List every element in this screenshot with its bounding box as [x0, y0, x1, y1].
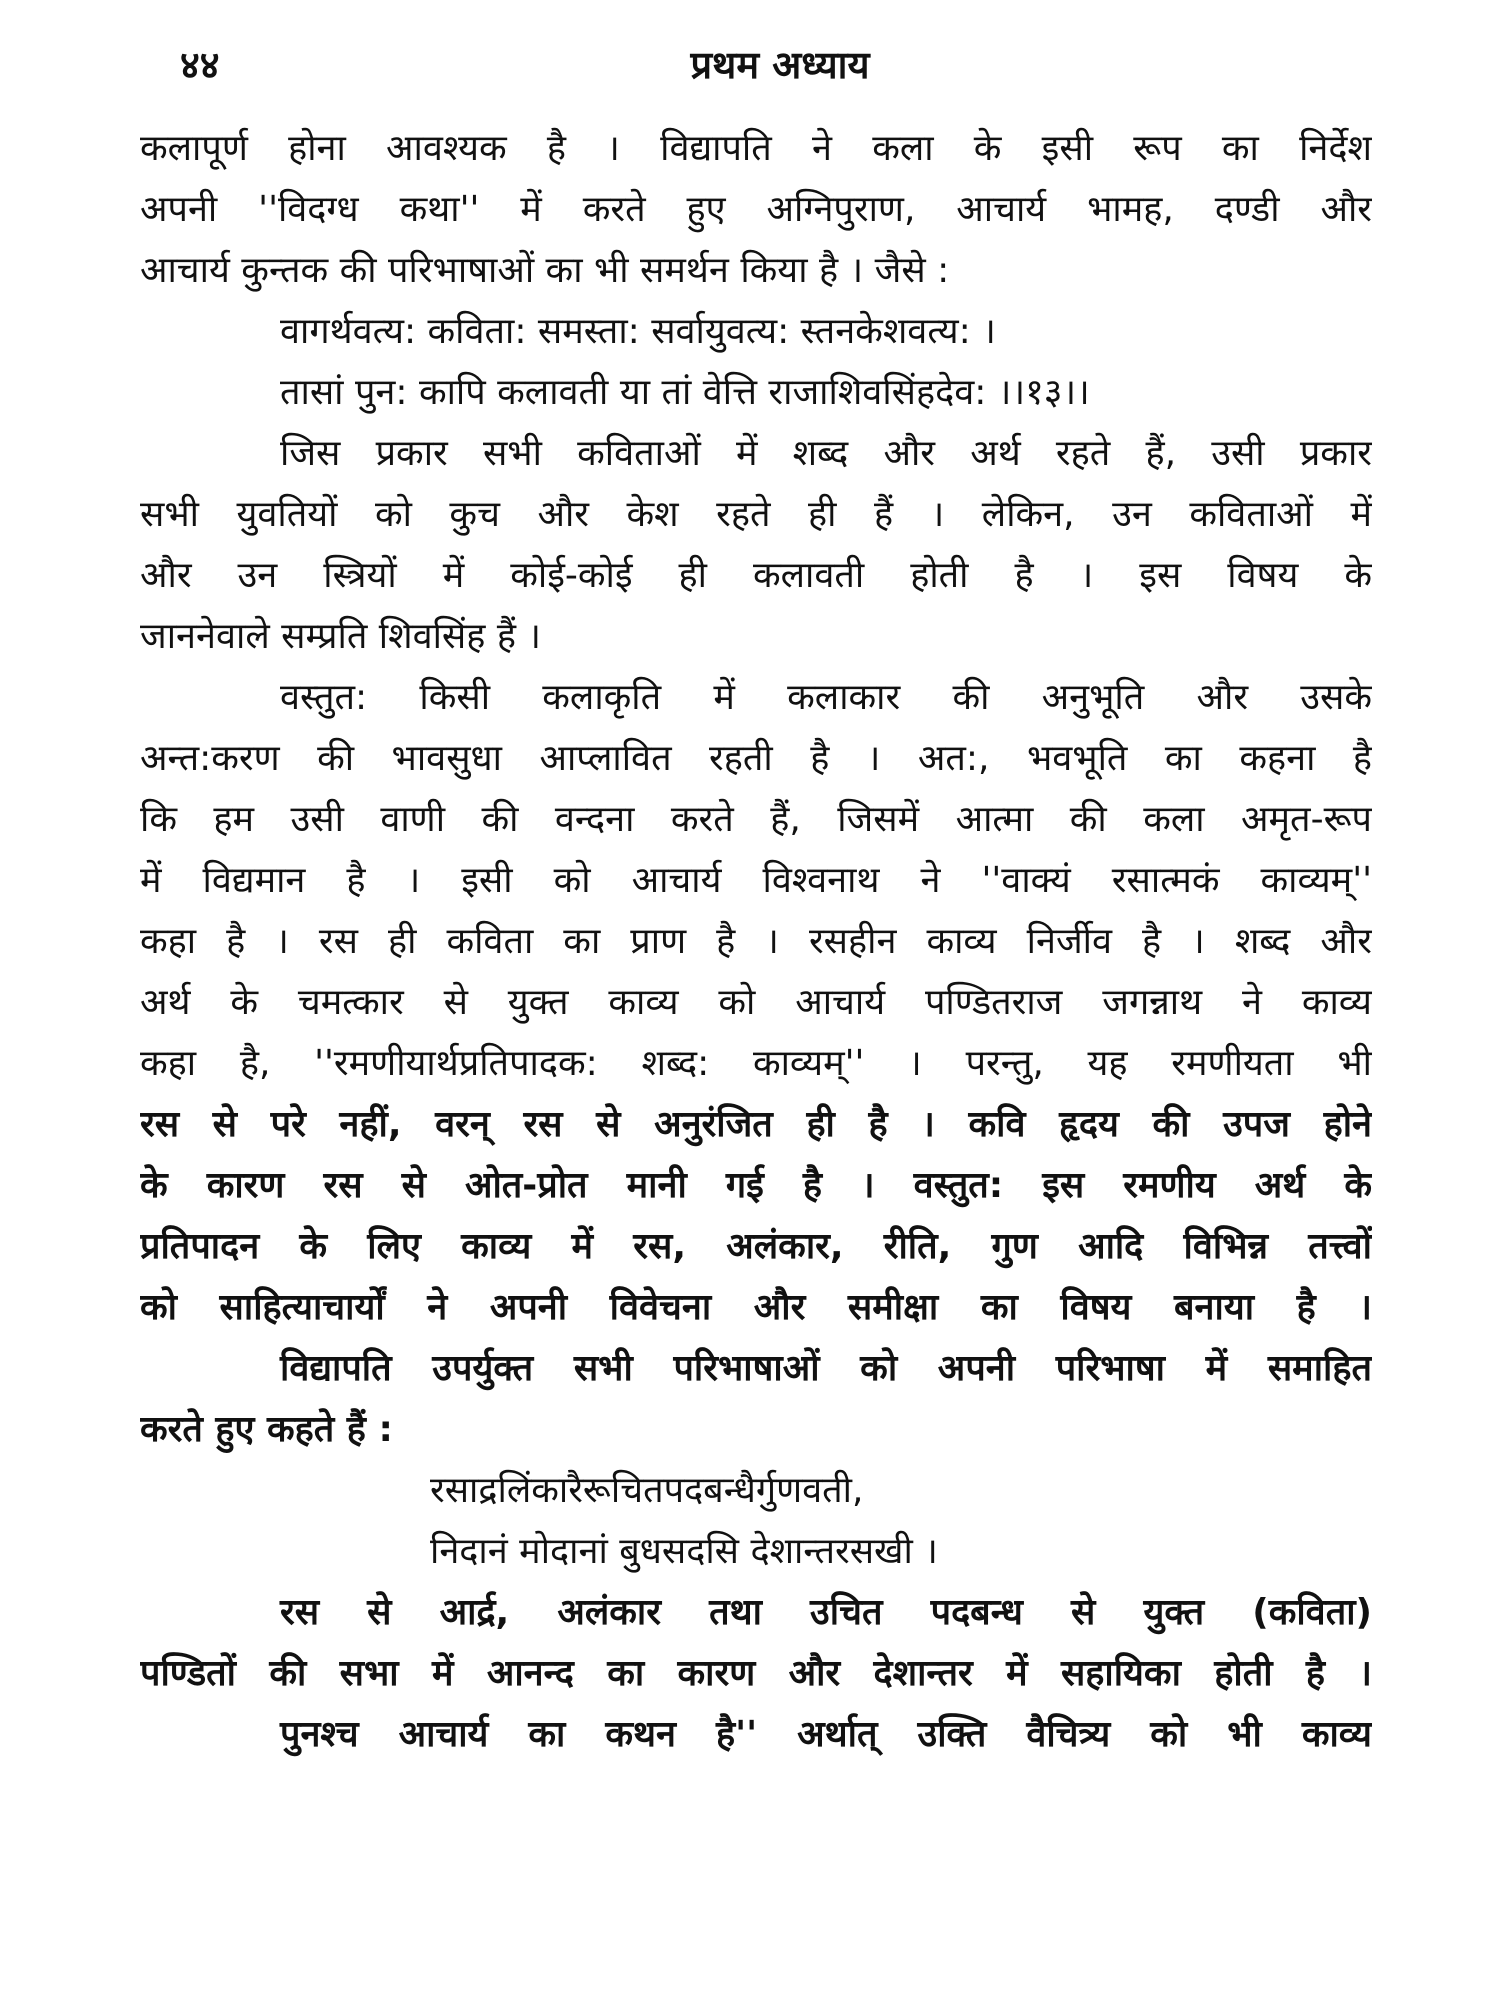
- page-header: [180, 38, 1370, 98]
- text-line: अपनी ''विदग्ध कथा'' में करते हुए अग्निपुराण, आचार्य भामह, दण्डी और: [140, 189, 1372, 230]
- text-line: अर्थ के चमत्कार से युक्त काव्य को आचार्य पण्डितराज जगन्नाथ ने काव्य: [140, 982, 1372, 1023]
- text-line: कहा है । रस ही कविता का प्राण है । रसहीन काव्य निर्जीव है । शब्द और: [140, 921, 1372, 962]
- verse-line: निदानं मोदानां बुधसदसि देशान्तरसखी ।: [430, 1531, 938, 1572]
- text-line: के कारण रस से ओत-प्रोत मानी गई है । वस्तुत: इस रमणीय अर्थ के: [140, 1165, 1372, 1206]
- text-line: कहा है, ''रमणीयार्थप्रतिपादक: शब्द: काव्यम्'' । परन्तु, यह रमणीयता भी: [140, 1043, 1372, 1084]
- text-line: प्रतिपादन के लिए काव्य में रस, अलंकार, रीति, गुण आदि विभिन्न तत्त्वों: [140, 1226, 1372, 1267]
- text-line: रस से आर्द्र, अलंकार तथा उचित पदबन्ध से युक्त (कविता): [280, 1592, 1372, 1633]
- text-line: रस से परे नहीं, वरन् रस से अनुरंजित ही है । कवि हृदय की उपज होने: [140, 1104, 1372, 1145]
- verse-line: तासां पुन: कापि कलावती या तां वेत्ति राजाशिवसिंहदेव: ।।१३।।: [280, 372, 1090, 413]
- verse-line: वागर्थवत्य: कविता: समस्ता: सर्वायुवत्य: स्तनकेशवत्य: ।: [280, 311, 996, 352]
- text-line: आचार्य कुन्तक की परिभाषाओं का भी समर्थन किया है । जैसे :: [140, 250, 950, 291]
- text-line: विद्यापति उपर्युक्त सभी परिभाषाओं को अपनी परिभाषा में समाहित: [280, 1348, 1372, 1389]
- verse-line: रसाद्रलिंकारैरूचितपदबन्धैर्गुणवती,: [430, 1470, 864, 1511]
- text-line: अन्त:करण की भावसुधा आप्लावित रहती है । अत:, भवभूति का कहना है: [140, 738, 1372, 779]
- text-line: जिस प्रकार सभी कविताओं में शब्द और अर्थ रहते हैं, उसी प्रकार: [280, 433, 1372, 474]
- page-number: ४४: [180, 43, 220, 87]
- text-line: कलापूर्ण होना आवश्यक है । विद्यापति ने कला के इसी रूप का निर्देश: [140, 128, 1372, 169]
- text-line: सभी युवतियों को कुच और केश रहते ही हैं । लेकिन, उन कविताओं में: [140, 494, 1372, 535]
- text-line: जाननेवाले सम्प्रति शिवसिंह हैं ।: [140, 616, 542, 657]
- text-line: करते हुए कहते हैं :: [140, 1409, 393, 1450]
- text-line: वस्तुत: किसी कलाकृति में कलाकार की अनुभूति और उसके: [280, 677, 1372, 718]
- text-line: पुनश्च आचार्य का कथन है'' अर्थात् उक्ति वैचित्र्य को भी काव्य: [280, 1714, 1372, 1755]
- text-line: और उन स्त्रियों में कोई-कोई ही कलावती होती है । इस विषय के: [140, 555, 1372, 596]
- text-line: को साहित्याचार्यों ने अपनी विवेचना और समीक्षा का विषय बनाया है ।: [140, 1287, 1372, 1328]
- body-text: [140, 118, 1372, 1765]
- chapter-title: प्रथम अध्याय: [690, 43, 870, 87]
- text-line: कि हम उसी वाणी की वन्दना करते हैं, जिसमें आत्मा की कला अमृत-रूप: [140, 799, 1372, 840]
- text-line: में विद्यमान है । इसी को आचार्य विश्वनाथ ने ''वाक्यं रसात्मकं काव्यम्'': [140, 860, 1372, 901]
- text-line: पण्डितों की सभा में आनन्द का कारण और देशान्तर में सहायिका होती है ।: [140, 1653, 1372, 1694]
